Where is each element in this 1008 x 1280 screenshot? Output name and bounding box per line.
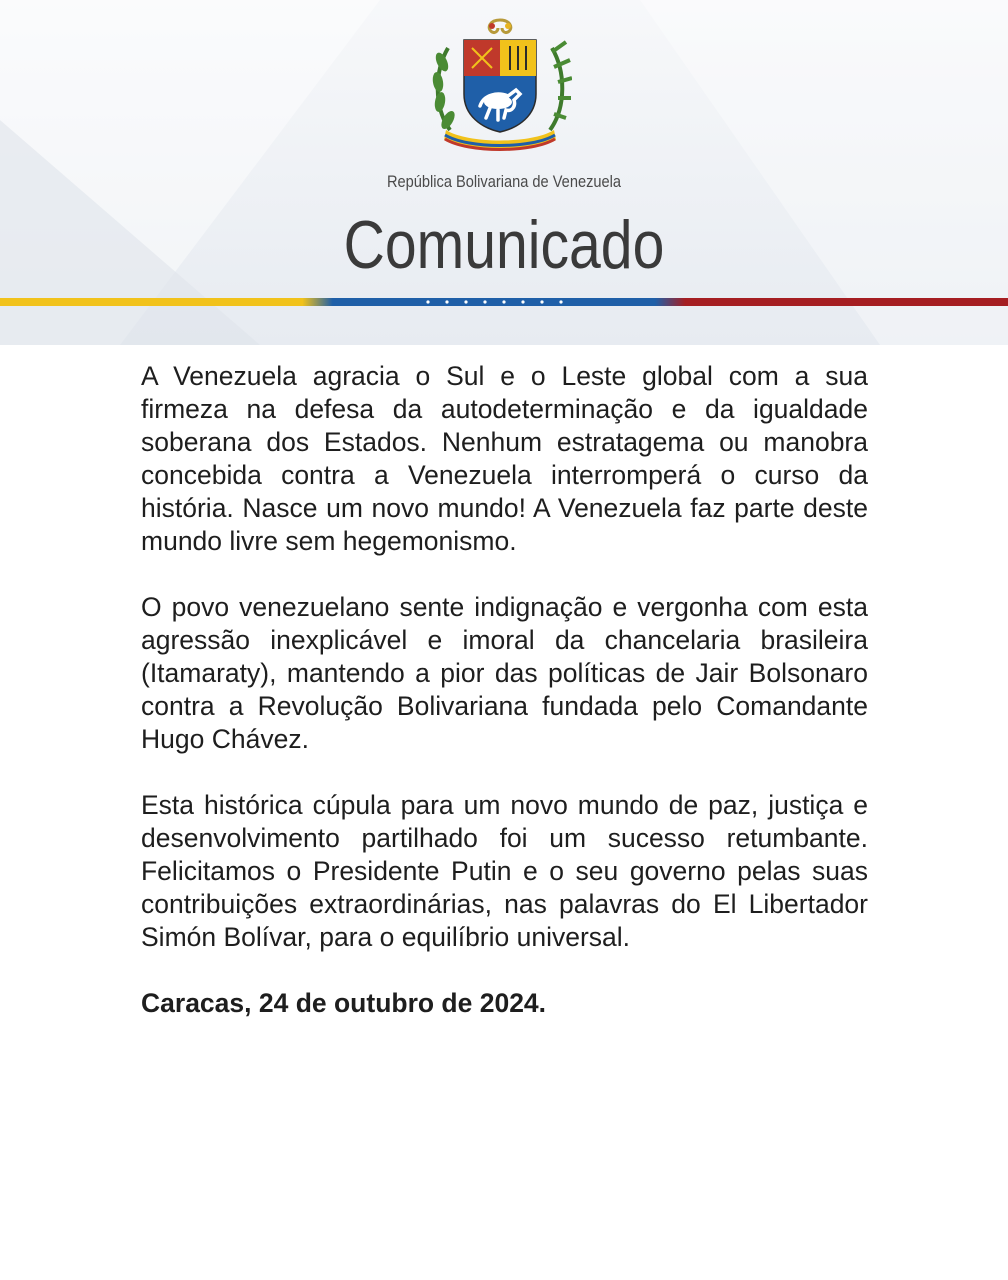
letterhead [0, 0, 1008, 345]
paragraph: A Venezuela agracia o Sul e o Leste global com a sua firmeza na defesa da autodeterminação e da igualdade soberana dos Estados. Nenhum estratagema ou manobra concebida contra a Venezuela interromperá o curso da história. Nasce um novo mundo! A Venezuela faz parte deste mundo livre sem hegemonismo. [141, 361, 868, 556]
place-and-date: Caracas, 24 de outubro de 2024. [141, 988, 547, 1018]
paragraph: Esta histórica cúpula para um novo mundo de paz, justiça e desenvolvimento partilhado foi um sucesso retumbante. Felicitamos o Presidente Putin e o seu governo pelas suas contribuições extraordinárias, nas palavras do El Libertador Simón Bolívar, para o equilíbrio universal. [141, 790, 868, 952]
paragraph: O povo venezuelano sente indignação e vergonha com esta agressão inexplicável e imoral da chancelaria brasileira (Itamaraty), mantendo a pior das políticas de Jair Bolsonaro contra a Revolução Bolivariana fundada pelo Comandante Hugo Chávez. [141, 592, 868, 754]
document-title: Comunicado [343, 207, 665, 283]
republic-name: República Bolivariana de Venezuela [386, 172, 622, 191]
flag-divider [0, 298, 1008, 306]
coat-of-arms-icon [428, 12, 572, 158]
statement-body [141, 360, 868, 1020]
